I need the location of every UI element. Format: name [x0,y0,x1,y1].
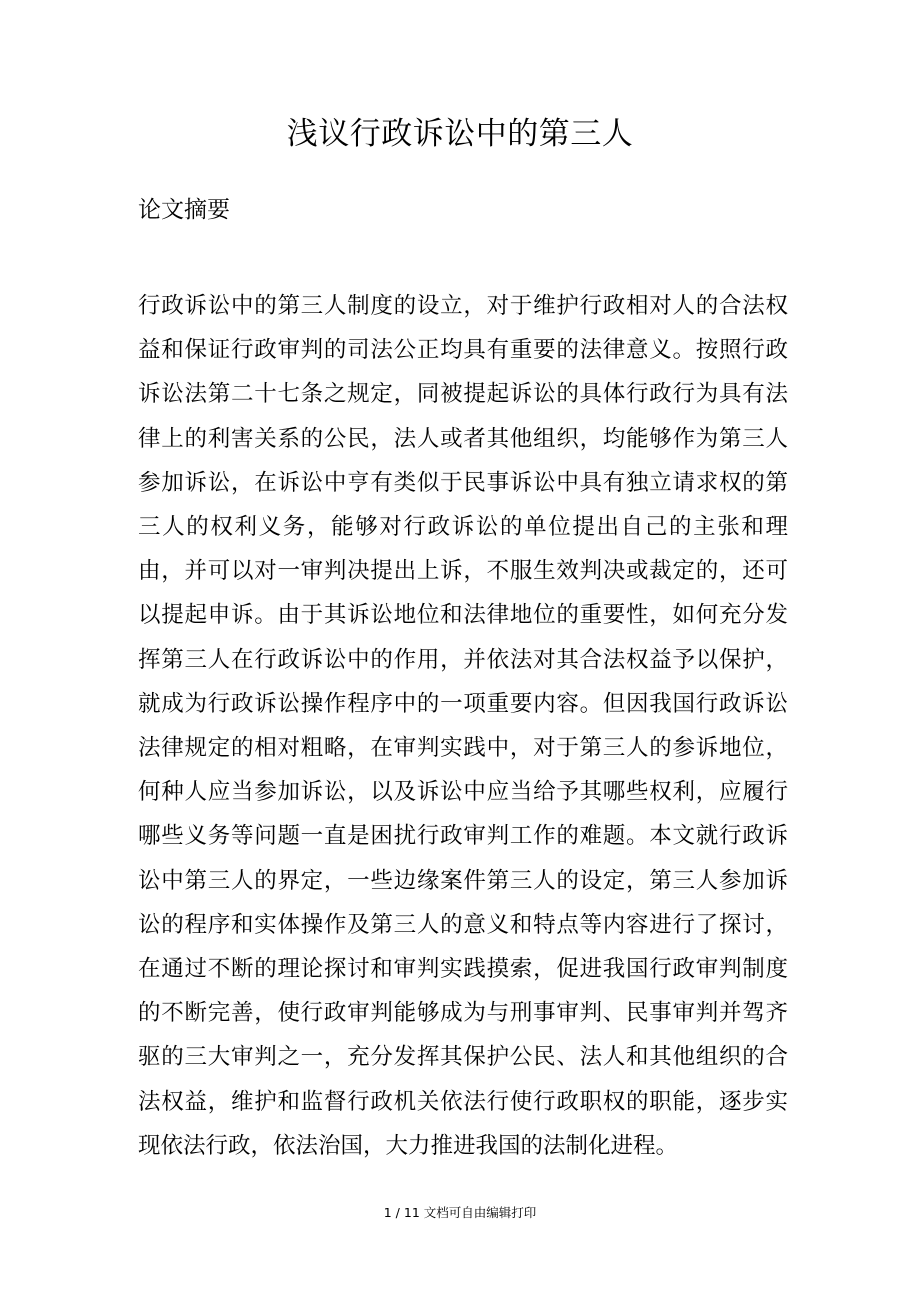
abstract-paragraph: 行政诉讼中的第三人制度的设立，对于维护行政相对人的合法权益和保证行政审判的司法公正均具有重要的法律意义。按照行政诉讼法第二十七条之规定，同被提起诉讼的具体行政行为具有法律上的利害关系的公民，法人或者其他组织，均能够作为第三人参加诉讼，在诉讼中亨有类似于民事诉讼中具有独立请求权的第三人的权利义务，能够对行政诉讼的单位提出自己的主张和理由，并可以对一审判决提出上诉，不服生效判决或裁定的，还可以提起申诉。由于其诉讼地位和法律地位的重要性，如何充分发挥第三人在行政诉讼中的作用，并依法对其合法权益予以保护，就成为行政诉讼操作程序中的一项重要内容。但因我国行政诉讼法律规定的相对粗略，在审判实践中，对于第三人的参诉地位，何种人应当参加诉讼，以及诉讼中应当给予其哪些权利，应履行哪些义务等问题一直是困扰行政审判工作的难题。本文就行政诉讼中第三人的界定，一些边缘案件第三人的设定，第三人参加诉讼的程序和实体操作及第三人的意义和特点等内容进行了探讨，在通过不断的理论探讨和审判实践摸索，促进我国行政审判制度的不断完善，使行政审判能够成为与刑事审判、民事审判并驾齐驱的三大审判之一，充分发挥其保护公民、法人和其他组织的合法权益，维护和监督行政机关依法行使行政职权的职能，逐步实现依法行政，依法治国，大力推进我国的法制化进程。 [138,293,788,1159]
abstract-heading: 论文摘要 [138,197,230,223]
document-title: 浅议行政诉讼中的第三人 [286,116,634,152]
page-footer: 1 / 11 文档可自由编辑打印 [383,1205,537,1220]
